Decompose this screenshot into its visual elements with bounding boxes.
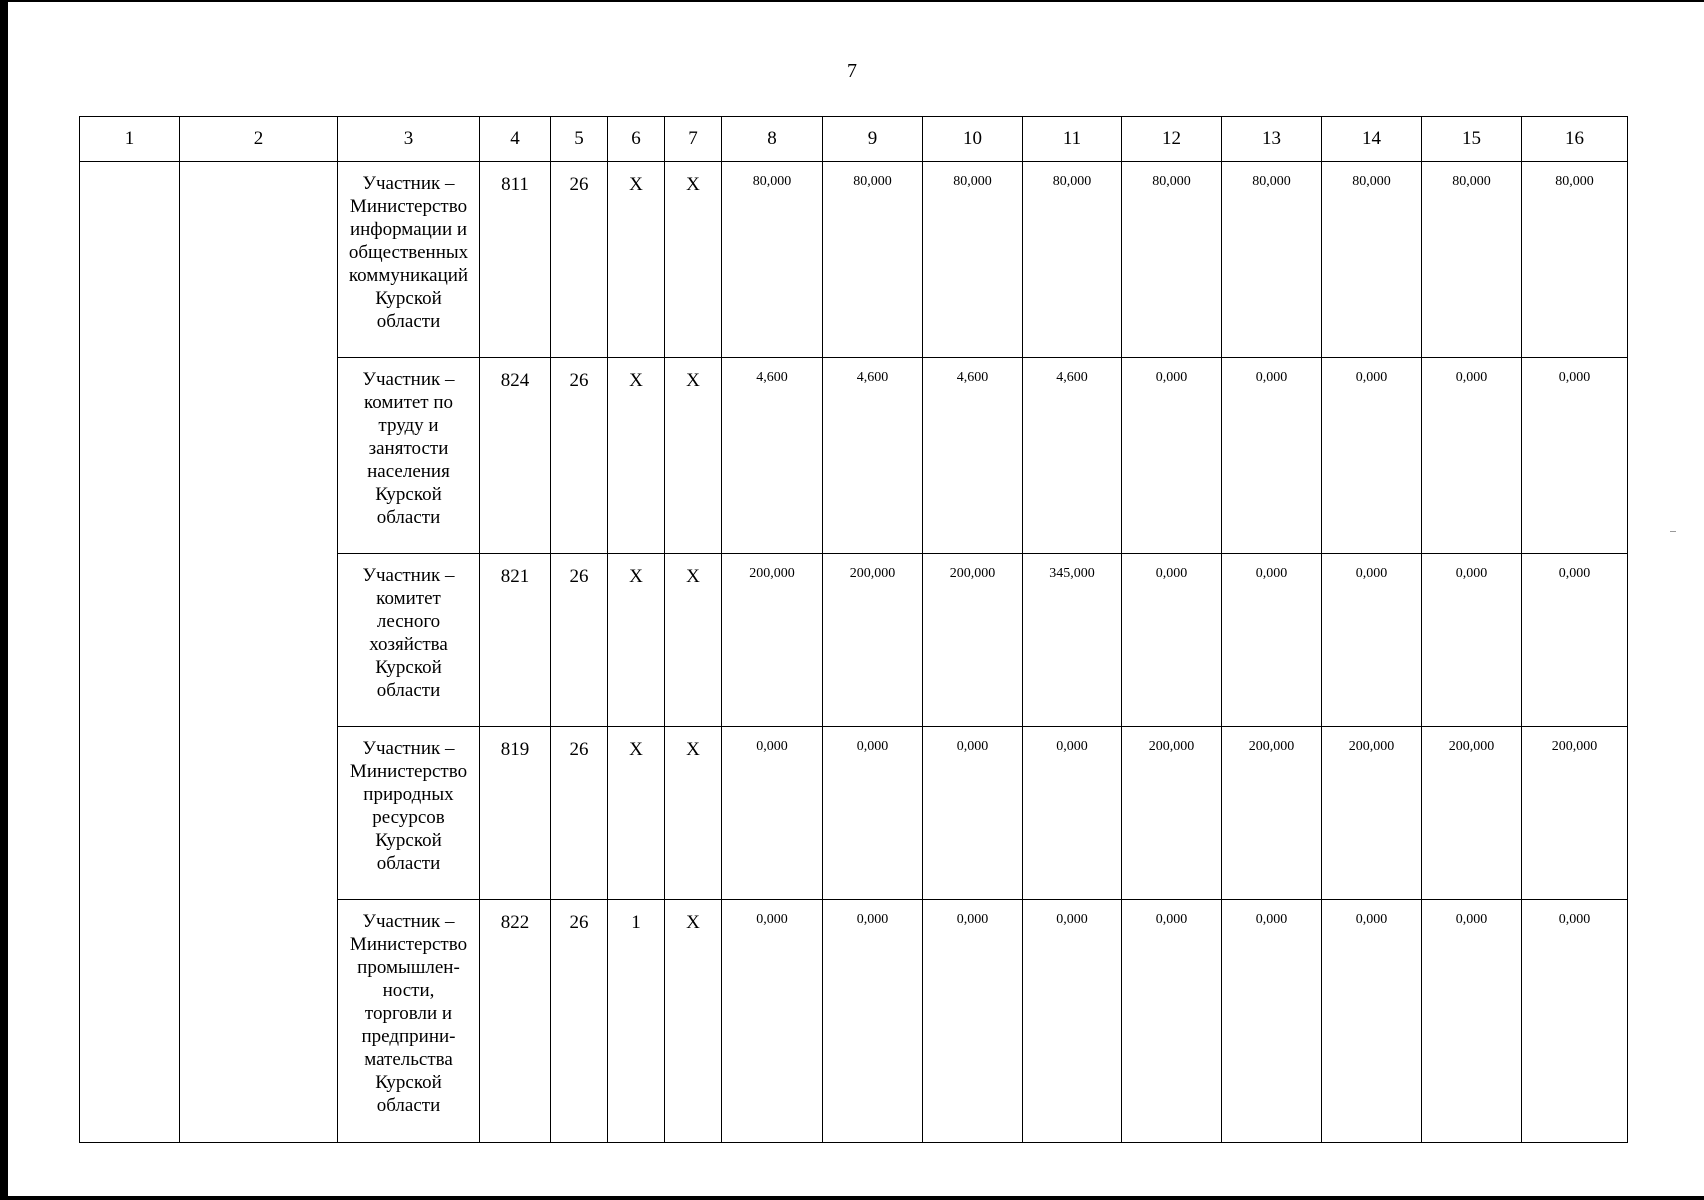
participant-line: мательства xyxy=(364,1049,453,1070)
page-number: 7 xyxy=(847,60,857,82)
participant-line: промышлен- xyxy=(357,957,460,978)
column-1-cell xyxy=(80,162,180,1143)
participant-line: предприни- xyxy=(361,1026,456,1047)
value-cell: 0,000 xyxy=(722,727,823,900)
value-cell: 80,000 xyxy=(1222,162,1322,358)
participant-line: Участник – xyxy=(362,369,455,390)
code-cell: Х xyxy=(608,358,665,554)
value-cell: 0,000 xyxy=(1322,358,1422,554)
column-header: 12 xyxy=(1122,117,1222,162)
code-cell: 26 xyxy=(551,162,608,358)
value-cell: 200,000 xyxy=(823,554,923,727)
value-cell: 200,000 xyxy=(923,554,1023,727)
code-cell: 26 xyxy=(551,900,608,1143)
value-cell: 0,000 xyxy=(1322,900,1422,1143)
participant-line: области xyxy=(376,311,441,332)
participant-cell xyxy=(338,554,480,727)
code-cell: 821 xyxy=(480,554,551,727)
participant-cell xyxy=(338,162,480,358)
column-2-cell xyxy=(180,162,338,1143)
code-cell: Х xyxy=(608,554,665,727)
value-cell: 0,000 xyxy=(1122,554,1222,727)
table-row xyxy=(80,162,1628,358)
value-cell: 4,600 xyxy=(823,358,923,554)
scan-border-bottom xyxy=(0,1196,1704,1200)
value-cell: 80,000 xyxy=(823,162,923,358)
column-header: 6 xyxy=(608,117,665,162)
code-cell: 824 xyxy=(480,358,551,554)
value-cell: 0,000 xyxy=(1222,554,1322,727)
scan-border-top xyxy=(0,0,1704,2)
value-cell: 200,000 xyxy=(1122,727,1222,900)
scan-border-left xyxy=(0,0,8,1200)
column-header: 3 xyxy=(338,117,480,162)
participant-line: коммуникаций xyxy=(348,265,469,286)
value-cell: 0,000 xyxy=(1122,900,1222,1143)
column-header: 2 xyxy=(180,117,338,162)
participant-line: ности, xyxy=(382,980,435,1001)
participant-line: Участник – xyxy=(362,173,455,194)
column-header: 13 xyxy=(1222,117,1322,162)
participant-line: области xyxy=(376,1095,441,1116)
code-cell: 26 xyxy=(551,727,608,900)
value-cell: 0,000 xyxy=(923,900,1023,1143)
column-header: 15 xyxy=(1422,117,1522,162)
participant-line: ресурсов xyxy=(372,807,445,828)
participant-line: области xyxy=(376,853,441,874)
value-cell: 0,000 xyxy=(1222,900,1322,1143)
value-cell: 0,000 xyxy=(823,900,923,1143)
value-cell: 4,600 xyxy=(923,358,1023,554)
participant-line: Курской xyxy=(375,484,442,505)
value-cell: 200,000 xyxy=(1322,727,1422,900)
value-cell: 0,000 xyxy=(1023,900,1122,1143)
participant-line: общественных xyxy=(348,242,469,263)
column-header: 5 xyxy=(551,117,608,162)
code-cell: Х xyxy=(665,554,722,727)
scan-mark xyxy=(1670,531,1676,532)
code-cell: Х xyxy=(665,727,722,900)
value-cell: 80,000 xyxy=(1322,162,1422,358)
value-cell: 80,000 xyxy=(1023,162,1122,358)
value-cell: 0,000 xyxy=(1422,900,1522,1143)
participant-line: хозяйства xyxy=(369,634,448,655)
code-cell: 811 xyxy=(480,162,551,358)
participant-line: комитет по xyxy=(363,392,454,413)
column-header: 9 xyxy=(823,117,923,162)
column-header: 11 xyxy=(1023,117,1122,162)
value-cell: 0,000 xyxy=(1522,900,1628,1143)
column-header: 1 xyxy=(80,117,180,162)
value-cell: 80,000 xyxy=(722,162,823,358)
column-header: 14 xyxy=(1322,117,1422,162)
value-cell: 0,000 xyxy=(1422,554,1522,727)
value-cell: 200,000 xyxy=(1522,727,1628,900)
code-cell: 1 xyxy=(608,900,665,1143)
value-cell: 0,000 xyxy=(722,900,823,1143)
value-cell: 0,000 xyxy=(1122,358,1222,554)
value-cell: 4,600 xyxy=(1023,358,1122,554)
value-cell: 0,000 xyxy=(1322,554,1422,727)
participant-cell xyxy=(338,358,480,554)
column-header: 10 xyxy=(923,117,1023,162)
code-cell: 819 xyxy=(480,727,551,900)
code-cell: Х xyxy=(608,727,665,900)
value-cell: 80,000 xyxy=(1422,162,1522,358)
participant-line: торговли и xyxy=(364,1003,453,1024)
participant-line: природных xyxy=(363,784,454,805)
value-cell: 0,000 xyxy=(823,727,923,900)
header-row xyxy=(80,117,1628,162)
value-cell: 200,000 xyxy=(1422,727,1522,900)
participant-line: комитет xyxy=(376,588,441,609)
participant-cell xyxy=(338,900,480,1143)
value-cell: 0,000 xyxy=(1522,358,1628,554)
code-cell: Х xyxy=(665,162,722,358)
participant-line: Министерство xyxy=(349,761,468,782)
code-cell: 26 xyxy=(551,554,608,727)
code-cell: Х xyxy=(608,162,665,358)
code-cell: Х xyxy=(665,900,722,1143)
value-cell: 200,000 xyxy=(1222,727,1322,900)
value-cell: 0,000 xyxy=(1023,727,1122,900)
participant-line: Участник – xyxy=(362,738,455,759)
column-header: 8 xyxy=(722,117,823,162)
value-cell: 0,000 xyxy=(1422,358,1522,554)
participant-line: Участник – xyxy=(362,565,455,586)
value-cell: 345,000 xyxy=(1023,554,1122,727)
column-header: 4 xyxy=(480,117,551,162)
participant-line: информации и xyxy=(349,219,468,240)
participant-line: Курской xyxy=(375,288,442,309)
column-header: 7 xyxy=(665,117,722,162)
participant-line: Министерство xyxy=(349,196,468,217)
participant-line: населения xyxy=(367,461,450,482)
code-cell: 26 xyxy=(551,358,608,554)
code-cell: 822 xyxy=(480,900,551,1143)
participant-line: Министерство xyxy=(349,934,468,955)
budget-table xyxy=(79,116,1628,1143)
code-cell: Х xyxy=(665,358,722,554)
value-cell: 0,000 xyxy=(1522,554,1628,727)
value-cell: 4,600 xyxy=(722,358,823,554)
participant-line: Курской xyxy=(375,1072,442,1093)
participant-line: Курской xyxy=(375,657,442,678)
participant-line: лесного xyxy=(376,611,441,632)
participant-line: труду и xyxy=(378,415,439,436)
column-header: 16 xyxy=(1522,117,1628,162)
participant-line: Участник – xyxy=(362,911,455,932)
participant-line: области xyxy=(376,507,441,528)
participant-line: Курской xyxy=(375,830,442,851)
value-cell: 0,000 xyxy=(1222,358,1322,554)
value-cell: 200,000 xyxy=(722,554,823,727)
value-cell: 0,000 xyxy=(923,727,1023,900)
value-cell: 80,000 xyxy=(1122,162,1222,358)
participant-line: занятости xyxy=(368,438,449,459)
participant-line: области xyxy=(376,680,441,701)
value-cell: 80,000 xyxy=(1522,162,1628,358)
participant-cell xyxy=(338,727,480,900)
value-cell: 80,000 xyxy=(923,162,1023,358)
